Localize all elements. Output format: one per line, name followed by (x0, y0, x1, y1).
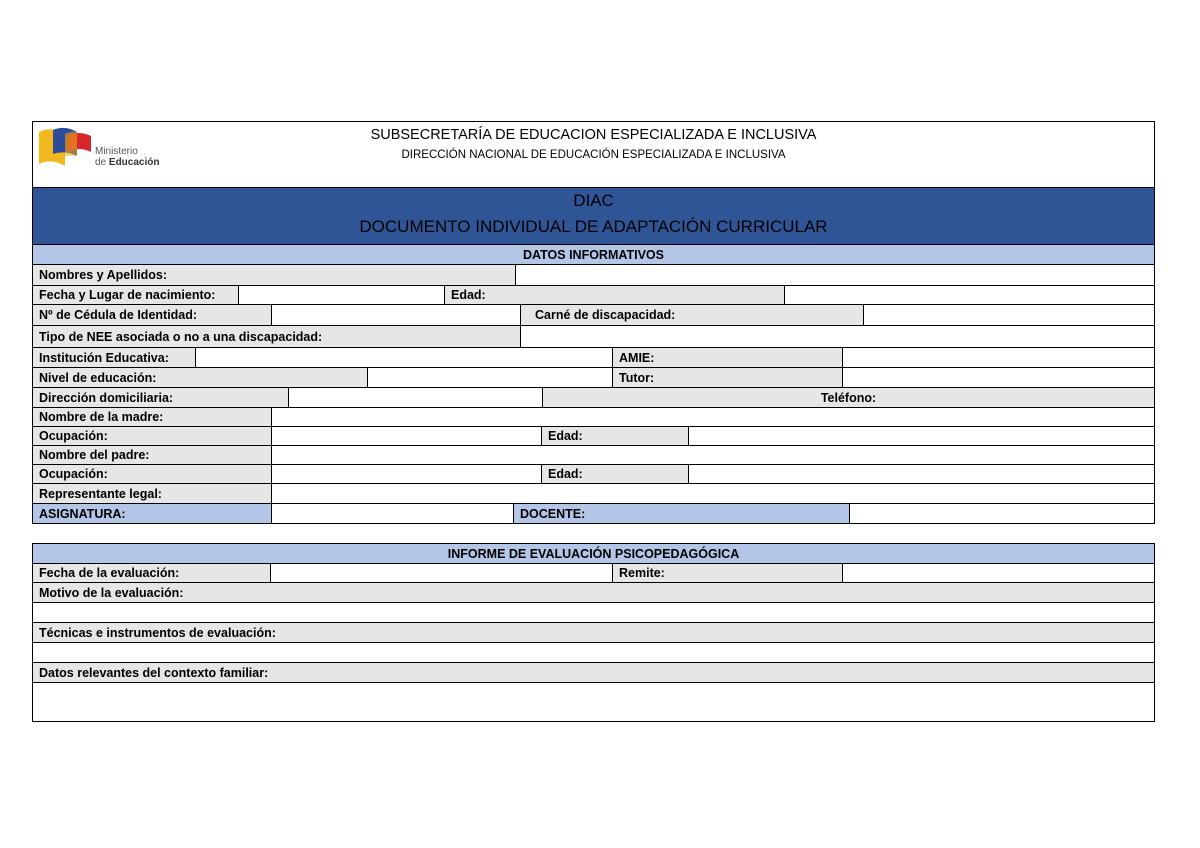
field-nombres[interactable] (516, 265, 1154, 286)
row-contexto-field (33, 683, 1154, 721)
label-cedula: Nº de Cédula de Identidad: (33, 305, 272, 326)
label-direccion: Dirección domiciliaria: (33, 388, 289, 408)
row-representante (33, 484, 1154, 504)
label-contexto: Datos relevantes del contexto familiar: (33, 663, 1154, 683)
row-tecnicas (33, 623, 1154, 643)
logo-line1: Ministerio (95, 146, 138, 157)
label-nombres: Nombres y Apellidos: (33, 265, 516, 286)
field-fecha-evaluacion[interactable] (271, 564, 613, 583)
row-ocupacion-madre (33, 427, 1154, 446)
field-edad-madre[interactable] (689, 427, 1154, 446)
diac-form (32, 121, 1155, 524)
row-cedula (33, 305, 1154, 326)
field-carne[interactable] (864, 305, 1154, 326)
row-fecha-lugar (33, 286, 1154, 305)
row-asignatura (33, 504, 1154, 523)
label-madre: Nombre de la madre: (33, 408, 272, 427)
row-tipo-nee (33, 326, 1154, 348)
label-representante: Representante legal: (33, 484, 272, 504)
header-title: SUBSECRETARÍA DE EDUCACION ESPECIALIZADA E INCLUSIVA (370, 127, 817, 143)
field-representante[interactable] (272, 484, 1154, 504)
label-amie: AMIE: (613, 348, 843, 368)
logo-line2: de Educación (95, 157, 160, 168)
informe-form (32, 543, 1155, 722)
label-remite: Remite: (613, 564, 843, 583)
field-remite[interactable] (843, 564, 1154, 583)
datos-title: DATOS INFORMATIVOS (33, 245, 1154, 265)
diac-banner (33, 188, 1154, 245)
label-edad-padre: Edad: (542, 465, 689, 484)
field-amie[interactable] (843, 348, 1154, 368)
header-subtitle: DIRECCIÓN NACIONAL DE EDUCACIÓN ESPECIALIZADA E INCLUSIVA (401, 149, 786, 161)
label-institucion: Institución Educativa: (33, 348, 196, 368)
field-edad[interactable] (785, 286, 1154, 305)
label-nivel: Nivel de educación: (33, 368, 368, 388)
label-ocupacion-padre: Ocupación: (33, 465, 272, 484)
field-padre[interactable] (272, 446, 1154, 465)
field-institucion[interactable] (196, 348, 613, 368)
field-tecnicas[interactable] (33, 643, 1154, 663)
label-edad-madre: Edad: (542, 427, 689, 446)
row-padre (33, 446, 1154, 465)
row-fecha-evaluacion (33, 564, 1154, 583)
row-tecnicas-field (33, 643, 1154, 663)
informe-title: INFORME DE EVALUACIÓN PSICOPEDAGÓGICA (33, 544, 1154, 564)
field-docente[interactable] (850, 504, 1154, 523)
label-fecha-evaluacion: Fecha de la evaluación: (33, 564, 271, 583)
label-ocupacion-madre: Ocupación: (33, 427, 272, 446)
label-carne: Carné de discapacidad: (521, 305, 864, 326)
field-motivo[interactable] (33, 603, 1154, 623)
row-motivo-field (33, 603, 1154, 623)
field-edad-padre[interactable] (689, 465, 1154, 484)
label-docente: DOCENTE: (514, 504, 850, 523)
form-header (33, 122, 1154, 188)
label-telefono: Teléfono: (543, 388, 1154, 408)
row-nombres (33, 265, 1154, 286)
label-edad: Edad: (445, 286, 785, 305)
row-nivel (33, 368, 1154, 388)
row-contexto (33, 663, 1154, 683)
field-direccion[interactable] (289, 388, 543, 408)
banner-title: DOCUMENTO INDIVIDUAL DE ADAPTACIÓN CURRICULAR (359, 217, 828, 236)
field-asignatura[interactable] (272, 504, 514, 523)
row-direccion (33, 388, 1154, 408)
row-motivo (33, 583, 1154, 603)
datos-section-title (33, 245, 1154, 265)
banner-diac: DIAC (573, 191, 614, 210)
field-fecha-lugar[interactable] (239, 286, 445, 305)
label-tipo-nee: Tipo de NEE asociada o no a una discapacidad: (33, 326, 521, 348)
label-asignatura: ASIGNATURA: (33, 504, 272, 523)
field-ocupacion-padre[interactable] (272, 465, 542, 484)
field-nivel[interactable] (368, 368, 613, 388)
label-tutor: Tutor: (613, 368, 843, 388)
label-padre: Nombre del padre: (33, 446, 272, 465)
row-madre (33, 408, 1154, 427)
label-motivo: Motivo de la evaluación: (33, 583, 1154, 603)
field-cedula[interactable] (272, 305, 521, 326)
row-institucion (33, 348, 1154, 368)
label-tecnicas: Técnicas e instrumentos de evaluación: (33, 623, 1154, 643)
row-ocupacion-padre (33, 465, 1154, 484)
label-fecha-lugar: Fecha y Lugar de nacimiento: (33, 286, 239, 305)
field-madre[interactable] (272, 408, 1154, 427)
field-tipo-nee[interactable] (521, 326, 1154, 348)
informe-section-title (33, 544, 1154, 564)
field-tutor[interactable] (843, 368, 1154, 388)
field-ocupacion-madre[interactable] (272, 427, 542, 446)
field-contexto[interactable] (33, 683, 1154, 721)
